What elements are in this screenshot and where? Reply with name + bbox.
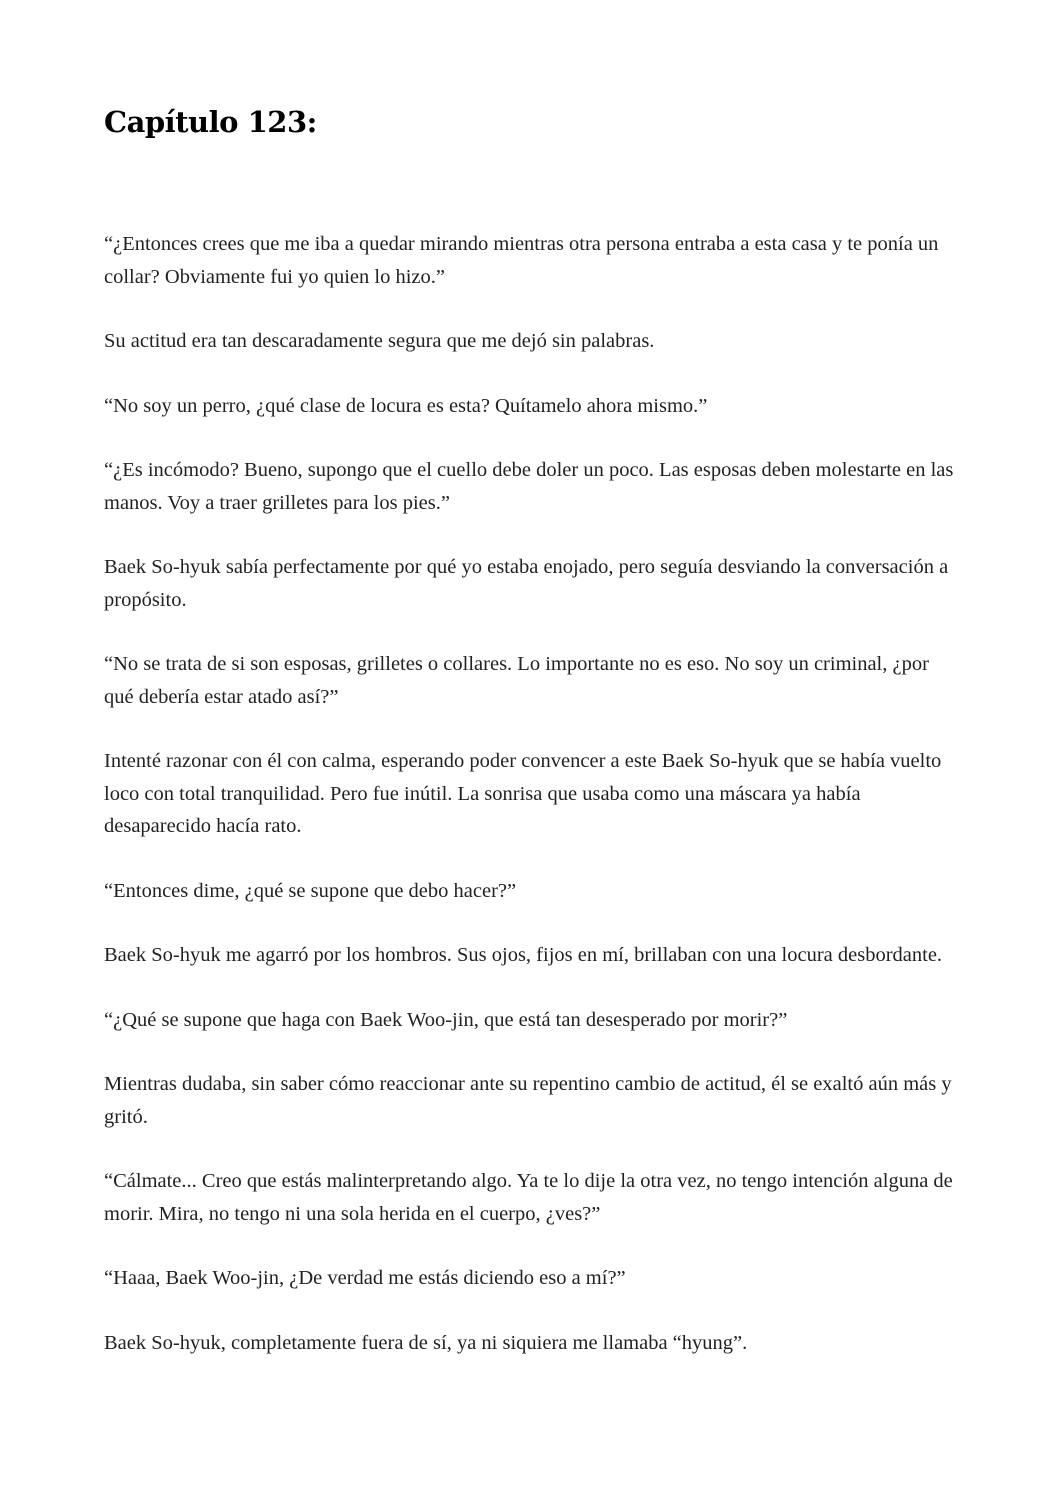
paragraph: Su actitud era tan descaradamente segura que me dejó sin palabras. <box>104 330 655 352</box>
paragraph: “¿Es incómodo? Bueno, supongo que el cuello debe doler un poco. Las esposas deben molestarte en las manos. Voy a traer grilletes para los pies.” <box>104 459 954 514</box>
paragraph: Baek So-hyuk sabía perfectamente por qué yo estaba enojado, pero seguía desviando la conversación a propósito. <box>104 556 949 611</box>
paragraph: “No se trata de si son esposas, grilletes o collares. Lo importante no es eso. No soy un criminal, ¿por qué debería estar atado así?” <box>104 653 929 708</box>
paragraph: “No soy un perro, ¿qué clase de locura es esta? Quítamelo ahora mismo.” <box>104 394 708 417</box>
paragraph: Intenté razonar con él con calma, esperando poder convencer a este Baek So-hyuk que se había vuelto loco con total tranquilidad. Pero fue inútil. La sonrisa que usaba como una máscara ya había desaparecido hacía rato. <box>104 750 942 837</box>
paragraph: “¿Qué se supone que haga con Baek Woo-jin, que está tan desesperado por morir?” <box>104 1008 788 1031</box>
paragraph: “Cálmate... Creo que estás malinterpretando algo. Ya te lo dije la otra vez, no tengo intención alguna de morir. Mira, no tengo ni una sola herida en el cuerpo, ¿ves?” <box>104 1170 953 1225</box>
paragraph: Baek So-hyuk me agarró por los hombros. Sus ojos, fijos en mí, brillaban con una locura desbordante. <box>104 944 943 966</box>
paragraph: “Entonces dime, ¿qué se supone que debo hacer?” <box>104 879 517 902</box>
chapter-body <box>104 228 954 1391</box>
paragraph: “¿Entonces crees que me iba a quedar mirando mientras otra persona entraba a esta casa y te ponía un collar? Obviamente fui yo quien lo hizo.” <box>104 233 939 288</box>
paragraph: “Haaa, Baek Woo-jin, ¿De verdad me estás diciendo eso a mí?” <box>104 1267 626 1289</box>
paragraph: Mientras dudaba, sin saber cómo reaccionar ante su repentino cambio de actitud, él se exaltó aún más y gritó. <box>104 1073 952 1128</box>
paragraph: Baek So-hyuk, completamente fuera de sí, ya ni siquiera me llamaba “hyung”. <box>104 1331 748 1354</box>
chapter-title: Capítulo 123: <box>104 105 317 139</box>
